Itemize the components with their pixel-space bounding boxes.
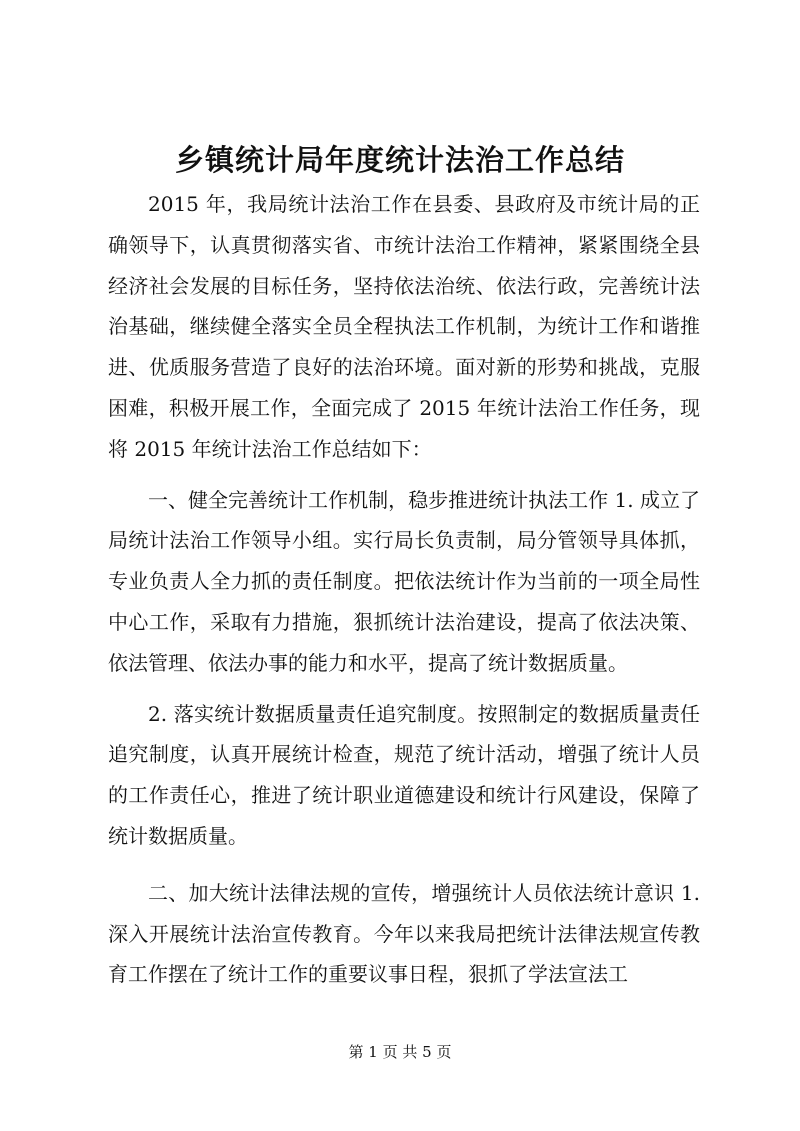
paragraph-section-1: 一、健全完善统计工作机制，稳步推进统计执法工作 1. 成立了局统计法治工作领导小组。实行局长负责制，局分管领导具体抓，专业负责人全力抓的责任制度。把依法统计作为当前的一项全局性中心工作，采取有力措施，狠抓统计法治建设，提高了依法决策、依法管理、依法办事的能力和水平，提高了统计数据质量。 xyxy=(108,487,700,675)
document-body xyxy=(108,184,700,995)
paragraph-section-1-item-2: 2. 落实统计数据质量责任追究制度。按照制定的数据质量责任追究制度，认真开展统计检查，规范了统计活动，增强了统计人员的工作责任心，推进了统计职业道德建设和统计行风建设，保障了统计数据质量。 xyxy=(108,701,700,848)
paragraph-intro: 2015 年，我局统计法治工作在县委、县政府及市统计局的正确领导下，认真贯彻落实省、市统计法治工作精神，紧紧围绕全县经济社会发展的目标任务，坚持依法治统、依法行政，完善统计法治基础，继续健全落实全员全程执法工作机制，为统计工作和谐推进、优质服务营造了良好的法治环境。面对新的形势和挑战，克服困难，积极开展工作，全面完成了 2015 年统计法治工作任务，现将 2015 年统计法治工作总结如下： xyxy=(108,192,700,461)
paragraph-section-2: 二、加大统计法律法规的宣传，增强统计人员依法统计意识 1. 深入开展统计法治宣传教育。今年以来我局把统计法律法规宣传教育工作摆在了统计工作的重要议事日程，狠抓了学法宣法工 xyxy=(108,880,700,987)
document-title: 乡镇统计局年度统计法治工作总结 xyxy=(174,143,625,177)
page-footer: 第 1 页 共 5 页 xyxy=(348,1043,452,1061)
